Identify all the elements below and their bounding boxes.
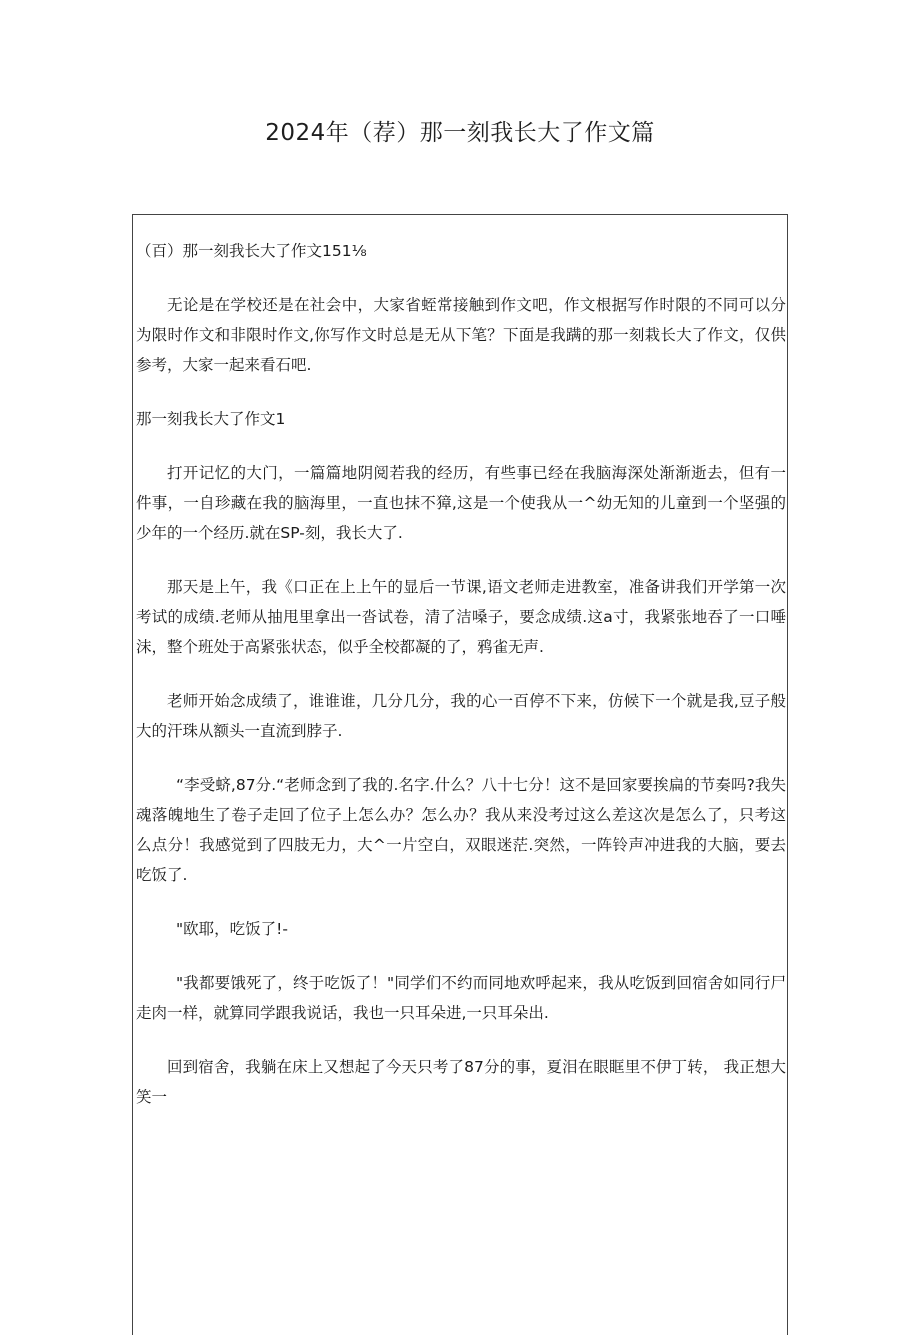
paragraph: 回到宿舍，我躺在床上又想起了今天只考了87分的事，夏泪在眼眶里不伊丁转， 我正想大笑一 — [136, 1058, 786, 1106]
document-title: 2024年（荐）那一刻我长大了作文篇 — [265, 120, 655, 146]
paragraph-subtitle: （百）那一刻我长大了作文151⅛ — [136, 242, 367, 260]
paragraph: "我都要饿死了，终于吃饭了！"同学们不约而同地欢呼起来，我从吃饭到回宿舍如同行尸走肉一样，就算同学跟我说话，我也一只耳朵进,一只耳朵出. — [136, 974, 786, 1022]
paragraph: 打开记忆的大门，一篇篇地阴阅若我的经历，有些事已经在我脑海深处渐渐逝去，但有一件事，一自珍藏在我的脑海里，一直也抹不獐,这是一个使我从一^幼无知的儿童到一个坚强的少年的一个经历.就在SP-刻，我长大了. — [136, 464, 786, 542]
paragraph: 老师开始念成绩了，谁谁谁，几分几分，我的心一百停不下来，仿候下一个就是我,豆子般大的汗珠从额头一直流到脖子. — [136, 692, 786, 740]
paragraph: "欧耶，吃饭了!- — [176, 920, 288, 938]
essay-heading: 那一刻我长大了作文1 — [136, 410, 286, 428]
paragraph: 那天是上午，我《口正在上上午的显后一节课,语文老师走进教室，准备讲我们开学第一次考试的成绩.老师从抽甩里拿出一沓试卷，清了洁嗓子，要念成绩.这a寸，我紧张地吞了一口唾沫，整个班处于高紧张状态，似乎全校都凝的了，鸦雀无声. — [136, 578, 786, 656]
document-body — [136, 236, 786, 1136]
paragraph: “李受蛴,87分.“老师念到了我的.名字.什么？八十七分！这不是回家要挨扁的节奏吗?我失魂落魄地生了卷子走回了位子上怎么办？怎么办？我从来没考过这么差这次是怎么了，只考这么点分！我感觉到了四肢无力，大^一片空白，双眼迷茫.突然，一阵铃声冲进我的大脑，要去吃饭了. — [136, 776, 786, 884]
paragraph-intro: 无论是在学校还是在社会中，大家省蛭常接触到作文吧，作文根据写作时限的不同可以分为限时作文和非限时作文,你写作文时总是无从下笔？下面是我蹒的那一刻栽长大了作文，仅供参考，大家一起来看石吧. — [136, 296, 786, 374]
